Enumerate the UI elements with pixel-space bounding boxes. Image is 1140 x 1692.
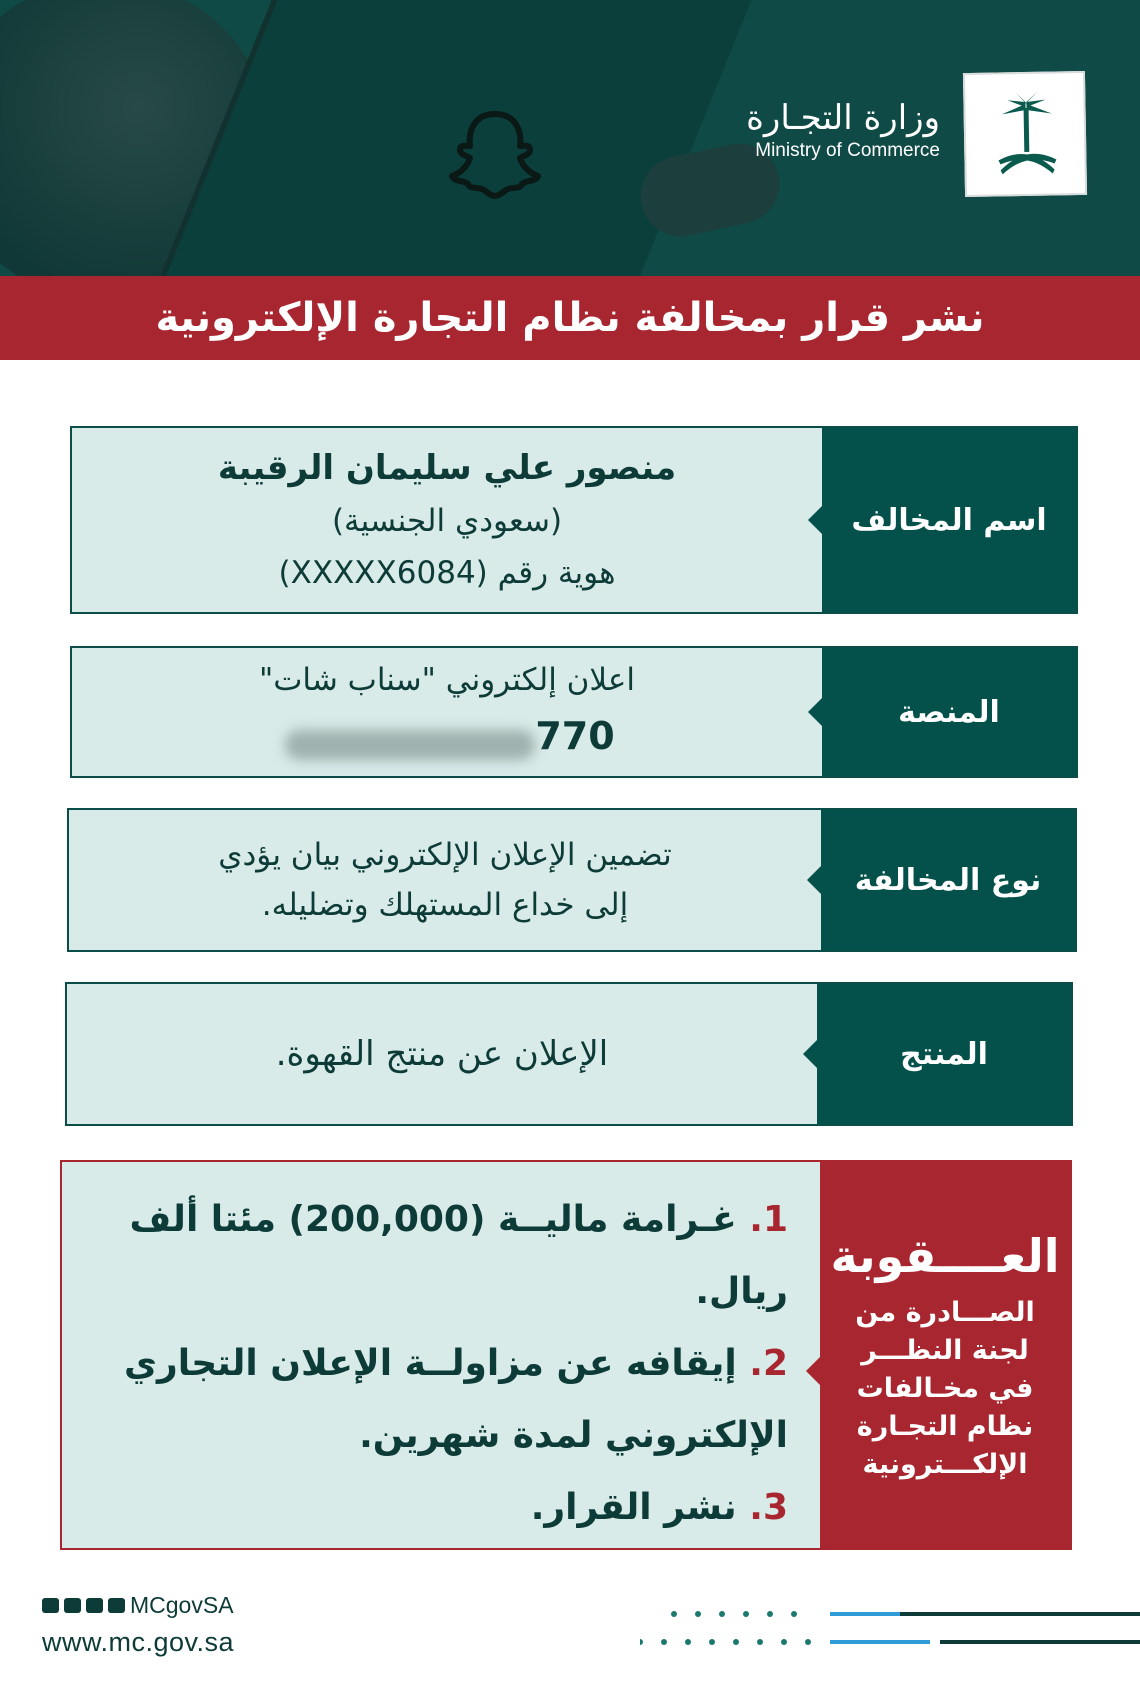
product-label: المنتج <box>817 984 1071 1124</box>
social-handle[interactable]: MCgovSA <box>130 1592 234 1618</box>
penalty-subtitle-line: نظام التجـارة <box>856 1411 1034 1442</box>
platform-name: اعلان إلكتروني "سناب شات" <box>258 662 636 698</box>
penalty-subtitle-line: الصـــادرة من <box>855 1297 1035 1328</box>
penalty-box <box>60 1160 1072 1550</box>
penalty-subtitle <box>820 1294 1070 1484</box>
violator-name-row <box>70 426 1078 614</box>
penalty-title: العــــقوبة <box>830 1229 1060 1283</box>
saudi-emblem-icon <box>963 71 1087 197</box>
header-banner <box>0 0 1140 280</box>
twitter-icon[interactable] <box>42 1598 59 1613</box>
penalty-label <box>820 1162 1070 1548</box>
penalty-item-text: نشر القرار. <box>530 1487 737 1528</box>
platform-row <box>70 646 1078 778</box>
violation-type-content <box>69 810 821 950</box>
platform-label: المنصة <box>822 648 1076 776</box>
logo-english: Ministry of Commerce <box>755 140 940 161</box>
footer <box>42 1592 234 1658</box>
violator-name-content <box>72 428 822 612</box>
page-title-bar <box>0 276 1140 360</box>
penalty-item <box>80 1184 788 1328</box>
social-handles <box>42 1592 234 1619</box>
penalty-item-text: إيقافه عن مزاولــة الإعلان التجاري الإلكتروني لمدة شهرين. <box>124 1343 788 1456</box>
violator-nationality: (سعودي الجنسية) <box>331 503 563 539</box>
product-content <box>67 984 817 1124</box>
penalty-subtitle-line: لجنة النظـــر <box>861 1335 1029 1366</box>
penalty-list <box>62 1162 820 1548</box>
violator-name-label: اسم المخالف <box>822 428 1076 612</box>
penalty-subtitle-line: الإلكـــترونية <box>862 1449 1028 1480</box>
penalty-item <box>80 1472 788 1544</box>
penalty-subtitle-line: في مخـالفات <box>856 1373 1034 1404</box>
platform-account <box>72 708 822 772</box>
penalty-item-number: 3. <box>749 1487 788 1528</box>
penalty-item-text: غـرامة ماليــة (200,000) مئتا ألف ريال. <box>129 1199 788 1312</box>
penalty-item <box>80 1328 788 1472</box>
product-text: الإعلان عن منتج القهوة. <box>275 1034 609 1074</box>
platform-account-suffix: 770 <box>535 714 615 758</box>
penalty-item-number: 1. <box>749 1199 788 1240</box>
product-row <box>65 982 1073 1126</box>
violator-name: منصور علي سليمان الرقيبة <box>217 448 677 488</box>
violation-line-2: إلى خداع المستهلك وتضليله. <box>261 887 629 923</box>
page-title: نشر قرار بمخالفة نظام التجارة الإلكترونية <box>155 295 985 341</box>
blurred-account-name <box>285 730 535 760</box>
youtube-icon[interactable] <box>108 1598 125 1613</box>
decorative-dots <box>640 1606 1140 1676</box>
violator-id: هوية رقم (XXXXX6084) <box>278 555 616 591</box>
snapchat-icon <box>440 100 550 210</box>
ministry-logo-text <box>746 98 940 162</box>
facebook-icon[interactable] <box>64 1598 81 1613</box>
platform-content <box>72 648 822 776</box>
instagram-icon[interactable] <box>86 1598 103 1613</box>
penalty-item-number: 2. <box>749 1343 788 1384</box>
logo-arabic: وزارة التجـارة <box>746 98 940 138</box>
violation-type-label: نوع المخالفة <box>821 810 1075 950</box>
website-url[interactable]: www.mc.gov.sa <box>42 1627 235 1657</box>
violation-type-row <box>67 808 1077 952</box>
violation-line-1: تضمين الإعلان الإلكتروني بيان يؤدي <box>218 837 672 873</box>
